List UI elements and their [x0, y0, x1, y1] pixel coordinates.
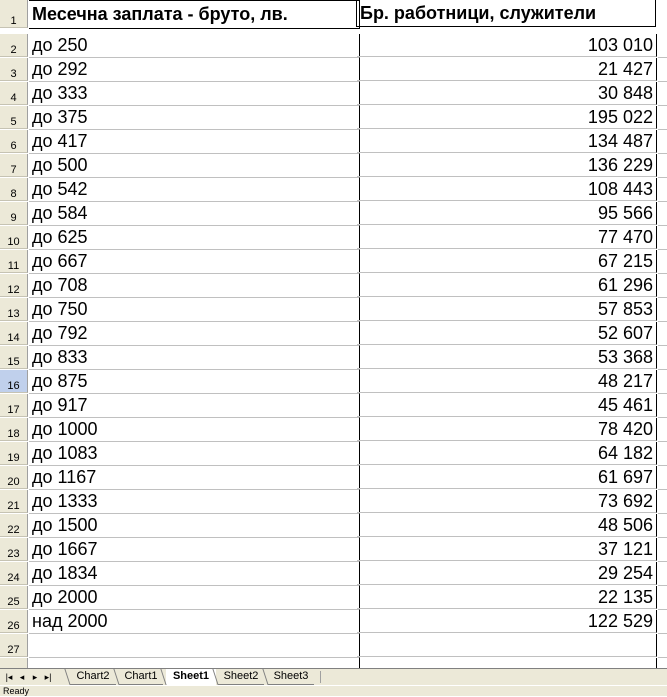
prev-sheet-icon[interactable]: ◂	[19, 672, 25, 682]
salary-range-cell[interactable]: до 1333	[29, 490, 360, 514]
worker-count-cell[interactable]: 195 022	[357, 106, 657, 129]
salary-range-cell[interactable]: до 1083	[29, 442, 360, 466]
table-row	[0, 490, 667, 514]
worker-count-cell[interactable]: 136 229	[357, 154, 657, 177]
row-header[interactable]: 13	[0, 298, 28, 321]
row-header[interactable]: 20	[0, 466, 28, 489]
header-cell-workers[interactable]: Бр. работници, служители	[356, 0, 656, 27]
table-row	[0, 394, 667, 418]
worker-count-cell[interactable]: 57 853	[357, 298, 657, 321]
empty-cell[interactable]	[658, 58, 667, 82]
sheet-tab-bar	[0, 668, 667, 685]
row-header[interactable]: 15	[0, 346, 28, 369]
salary-range-cell[interactable]: до 1667	[29, 538, 360, 562]
worker-count-cell[interactable]: 67 215	[357, 250, 657, 273]
table-row	[0, 106, 667, 130]
table-row	[0, 130, 667, 154]
empty-cell[interactable]	[658, 274, 667, 298]
row-header[interactable]: 4	[0, 82, 28, 105]
worker-count-cell[interactable]: 103 010	[357, 34, 657, 57]
row-header[interactable]: 23	[0, 538, 28, 561]
sheet-tab-chart1[interactable]: Chart1	[119, 669, 163, 685]
table-row	[0, 514, 667, 538]
worker-count-cell[interactable]: 30 848	[357, 82, 657, 105]
salary-range-cell[interactable]	[29, 658, 360, 668]
empty-cell[interactable]	[658, 562, 667, 586]
empty-cell[interactable]	[658, 202, 667, 226]
empty-cell[interactable]	[658, 658, 667, 668]
table-row	[0, 178, 667, 202]
worker-count-cell[interactable]: 22 135	[357, 586, 657, 609]
worker-count-cell[interactable]: 48 506	[357, 514, 657, 537]
empty-cell[interactable]	[658, 418, 667, 442]
empty-cell[interactable]	[658, 346, 667, 370]
worker-count-cell[interactable]: 61 296	[357, 274, 657, 297]
row-header[interactable]	[0, 658, 28, 668]
table-row	[0, 226, 667, 250]
table-row	[0, 298, 667, 322]
table-row	[0, 250, 667, 274]
horizontal-scrollbar[interactable]	[320, 671, 667, 683]
table-row	[0, 274, 667, 298]
worker-count-cell[interactable]: 29 254	[357, 562, 657, 585]
salary-range-cell[interactable]: до 375	[29, 106, 360, 130]
salary-range-cell[interactable]: до 833	[29, 346, 360, 370]
worker-count-cell[interactable]: 95 566	[357, 202, 657, 225]
empty-cell[interactable]	[658, 610, 667, 634]
worker-count-cell[interactable]: 45 461	[357, 394, 657, 417]
salary-range-cell[interactable]: до 1834	[29, 562, 360, 586]
salary-range-cell[interactable]: до 625	[29, 226, 360, 250]
row-header[interactable]: 8	[0, 178, 28, 201]
salary-range-cell[interactable]: до 542	[29, 178, 360, 202]
sheet-tab-chart2[interactable]: Chart2	[70, 669, 116, 685]
row-header[interactable]: 19	[0, 442, 28, 465]
table-row	[0, 418, 667, 442]
salary-range-cell[interactable]: до 667	[29, 250, 360, 274]
salary-range-cell[interactable]: до 2000	[29, 586, 360, 610]
table-row	[0, 658, 667, 668]
row-header[interactable]: 22	[0, 514, 28, 537]
row-header[interactable]: 2	[0, 34, 28, 57]
row-header[interactable]: 10	[0, 226, 28, 249]
last-sheet-icon[interactable]: ▸|	[44, 672, 52, 682]
row-header[interactable]: 16	[0, 370, 28, 393]
row-header[interactable]: 26	[0, 610, 28, 633]
salary-range-cell[interactable]: до 792	[29, 322, 360, 346]
first-sheet-icon[interactable]: |◂	[5, 672, 13, 682]
sheet-tab-sheet3[interactable]: Sheet3	[268, 669, 314, 685]
worker-count-cell[interactable]: 108 443	[357, 178, 657, 201]
worker-count-cell[interactable]: 52 607	[357, 322, 657, 345]
status-bar: Ready	[0, 685, 667, 696]
sheet-tab-sheet2[interactable]: Sheet2	[218, 669, 264, 685]
table-row	[0, 154, 667, 178]
worker-count-cell[interactable]	[357, 634, 657, 657]
empty-cell[interactable]	[658, 370, 667, 394]
table-row	[0, 562, 667, 586]
row-header[interactable]: 1	[0, 0, 28, 28]
salary-range-cell[interactable]: до 1167	[29, 466, 360, 490]
empty-cell[interactable]	[658, 130, 667, 154]
empty-cell[interactable]	[658, 298, 667, 322]
empty-cell[interactable]	[658, 106, 667, 130]
salary-range-cell[interactable]: до 584	[29, 202, 360, 226]
empty-cell[interactable]	[658, 538, 667, 562]
salary-range-cell[interactable]: до 292	[29, 58, 360, 82]
table-row	[0, 610, 667, 634]
salary-range-cell[interactable]: до 875	[29, 370, 360, 394]
salary-range-cell[interactable]: до 708	[29, 274, 360, 298]
row-header[interactable]: 14	[0, 322, 28, 345]
salary-range-cell[interactable]: до 1000	[29, 418, 360, 442]
row-header[interactable]: 7	[0, 154, 28, 177]
header-row	[0, 4, 667, 28]
worker-count-cell[interactable]: 53 368	[357, 346, 657, 369]
table-row	[0, 346, 667, 370]
row-header[interactable]: 17	[0, 394, 28, 417]
header-cell-salary[interactable]: Месечна заплата - бруто, лв.	[29, 0, 360, 29]
sheet-tab-sheet1[interactable]: Sheet1	[166, 669, 216, 685]
row-header[interactable]: 18	[0, 418, 28, 441]
empty-cell[interactable]	[658, 442, 667, 466]
table-row	[0, 586, 667, 610]
empty-cell[interactable]	[658, 82, 667, 106]
salary-range-cell[interactable]: до 250	[29, 34, 360, 58]
worker-count-cell[interactable]: 77 470	[357, 226, 657, 249]
worker-count-cell[interactable]: 64 182	[357, 442, 657, 465]
worker-count-cell[interactable]: 37 121	[357, 538, 657, 561]
empty-cell[interactable]	[658, 322, 667, 346]
row-header[interactable]: 9	[0, 202, 28, 225]
empty-cell[interactable]	[658, 178, 667, 202]
worker-count-cell[interactable]: 21 427	[357, 58, 657, 81]
table-row	[0, 634, 667, 658]
empty-cell[interactable]	[658, 250, 667, 274]
table-row	[0, 82, 667, 106]
row-header[interactable]: 6	[0, 130, 28, 153]
table-row	[0, 538, 667, 562]
row-header[interactable]: 25	[0, 586, 28, 609]
empty-cell[interactable]	[658, 226, 667, 250]
table-row	[0, 442, 667, 466]
worker-count-cell[interactable]: 122 529	[357, 610, 657, 633]
empty-cell[interactable]	[658, 394, 667, 418]
salary-range-cell[interactable]: до 333	[29, 82, 360, 106]
table-row	[0, 58, 667, 82]
row-header[interactable]: 21	[0, 490, 28, 513]
row-header[interactable]: 3	[0, 58, 28, 81]
salary-range-cell[interactable]: до 917	[29, 394, 360, 418]
worker-count-cell[interactable]: 48 217	[357, 370, 657, 393]
row-header[interactable]: 27	[0, 634, 28, 657]
empty-cell[interactable]	[658, 34, 667, 58]
table-row	[0, 322, 667, 346]
salary-range-cell[interactable]: до 500	[29, 154, 360, 178]
table-row	[0, 370, 667, 394]
table-row	[0, 466, 667, 490]
salary-range-cell[interactable]: над 2000	[29, 610, 360, 634]
empty-cell[interactable]	[658, 514, 667, 538]
empty-cell[interactable]	[658, 586, 667, 610]
empty-cell[interactable]	[658, 466, 667, 490]
salary-range-cell[interactable]: до 750	[29, 298, 360, 322]
row-header[interactable]: 12	[0, 274, 28, 297]
row-header[interactable]: 24	[0, 562, 28, 585]
table-row	[0, 34, 667, 58]
next-sheet-icon[interactable]: ▸	[32, 672, 38, 682]
worker-count-cell[interactable]	[357, 658, 657, 668]
worker-count-cell[interactable]: 73 692	[357, 490, 657, 513]
row-header[interactable]: 5	[0, 106, 28, 129]
salary-range-cell[interactable]: до 1500	[29, 514, 360, 538]
empty-cell[interactable]	[658, 634, 667, 658]
worker-count-cell[interactable]: 78 420	[357, 418, 657, 441]
worker-count-cell[interactable]: 61 697	[357, 466, 657, 489]
empty-cell[interactable]	[658, 490, 667, 514]
salary-range-cell[interactable]	[29, 634, 360, 658]
worker-count-cell[interactable]: 134 487	[357, 130, 657, 153]
empty-cell[interactable]	[658, 154, 667, 178]
salary-range-cell[interactable]: до 417	[29, 130, 360, 154]
table-row	[0, 202, 667, 226]
row-header[interactable]: 11	[0, 250, 28, 273]
